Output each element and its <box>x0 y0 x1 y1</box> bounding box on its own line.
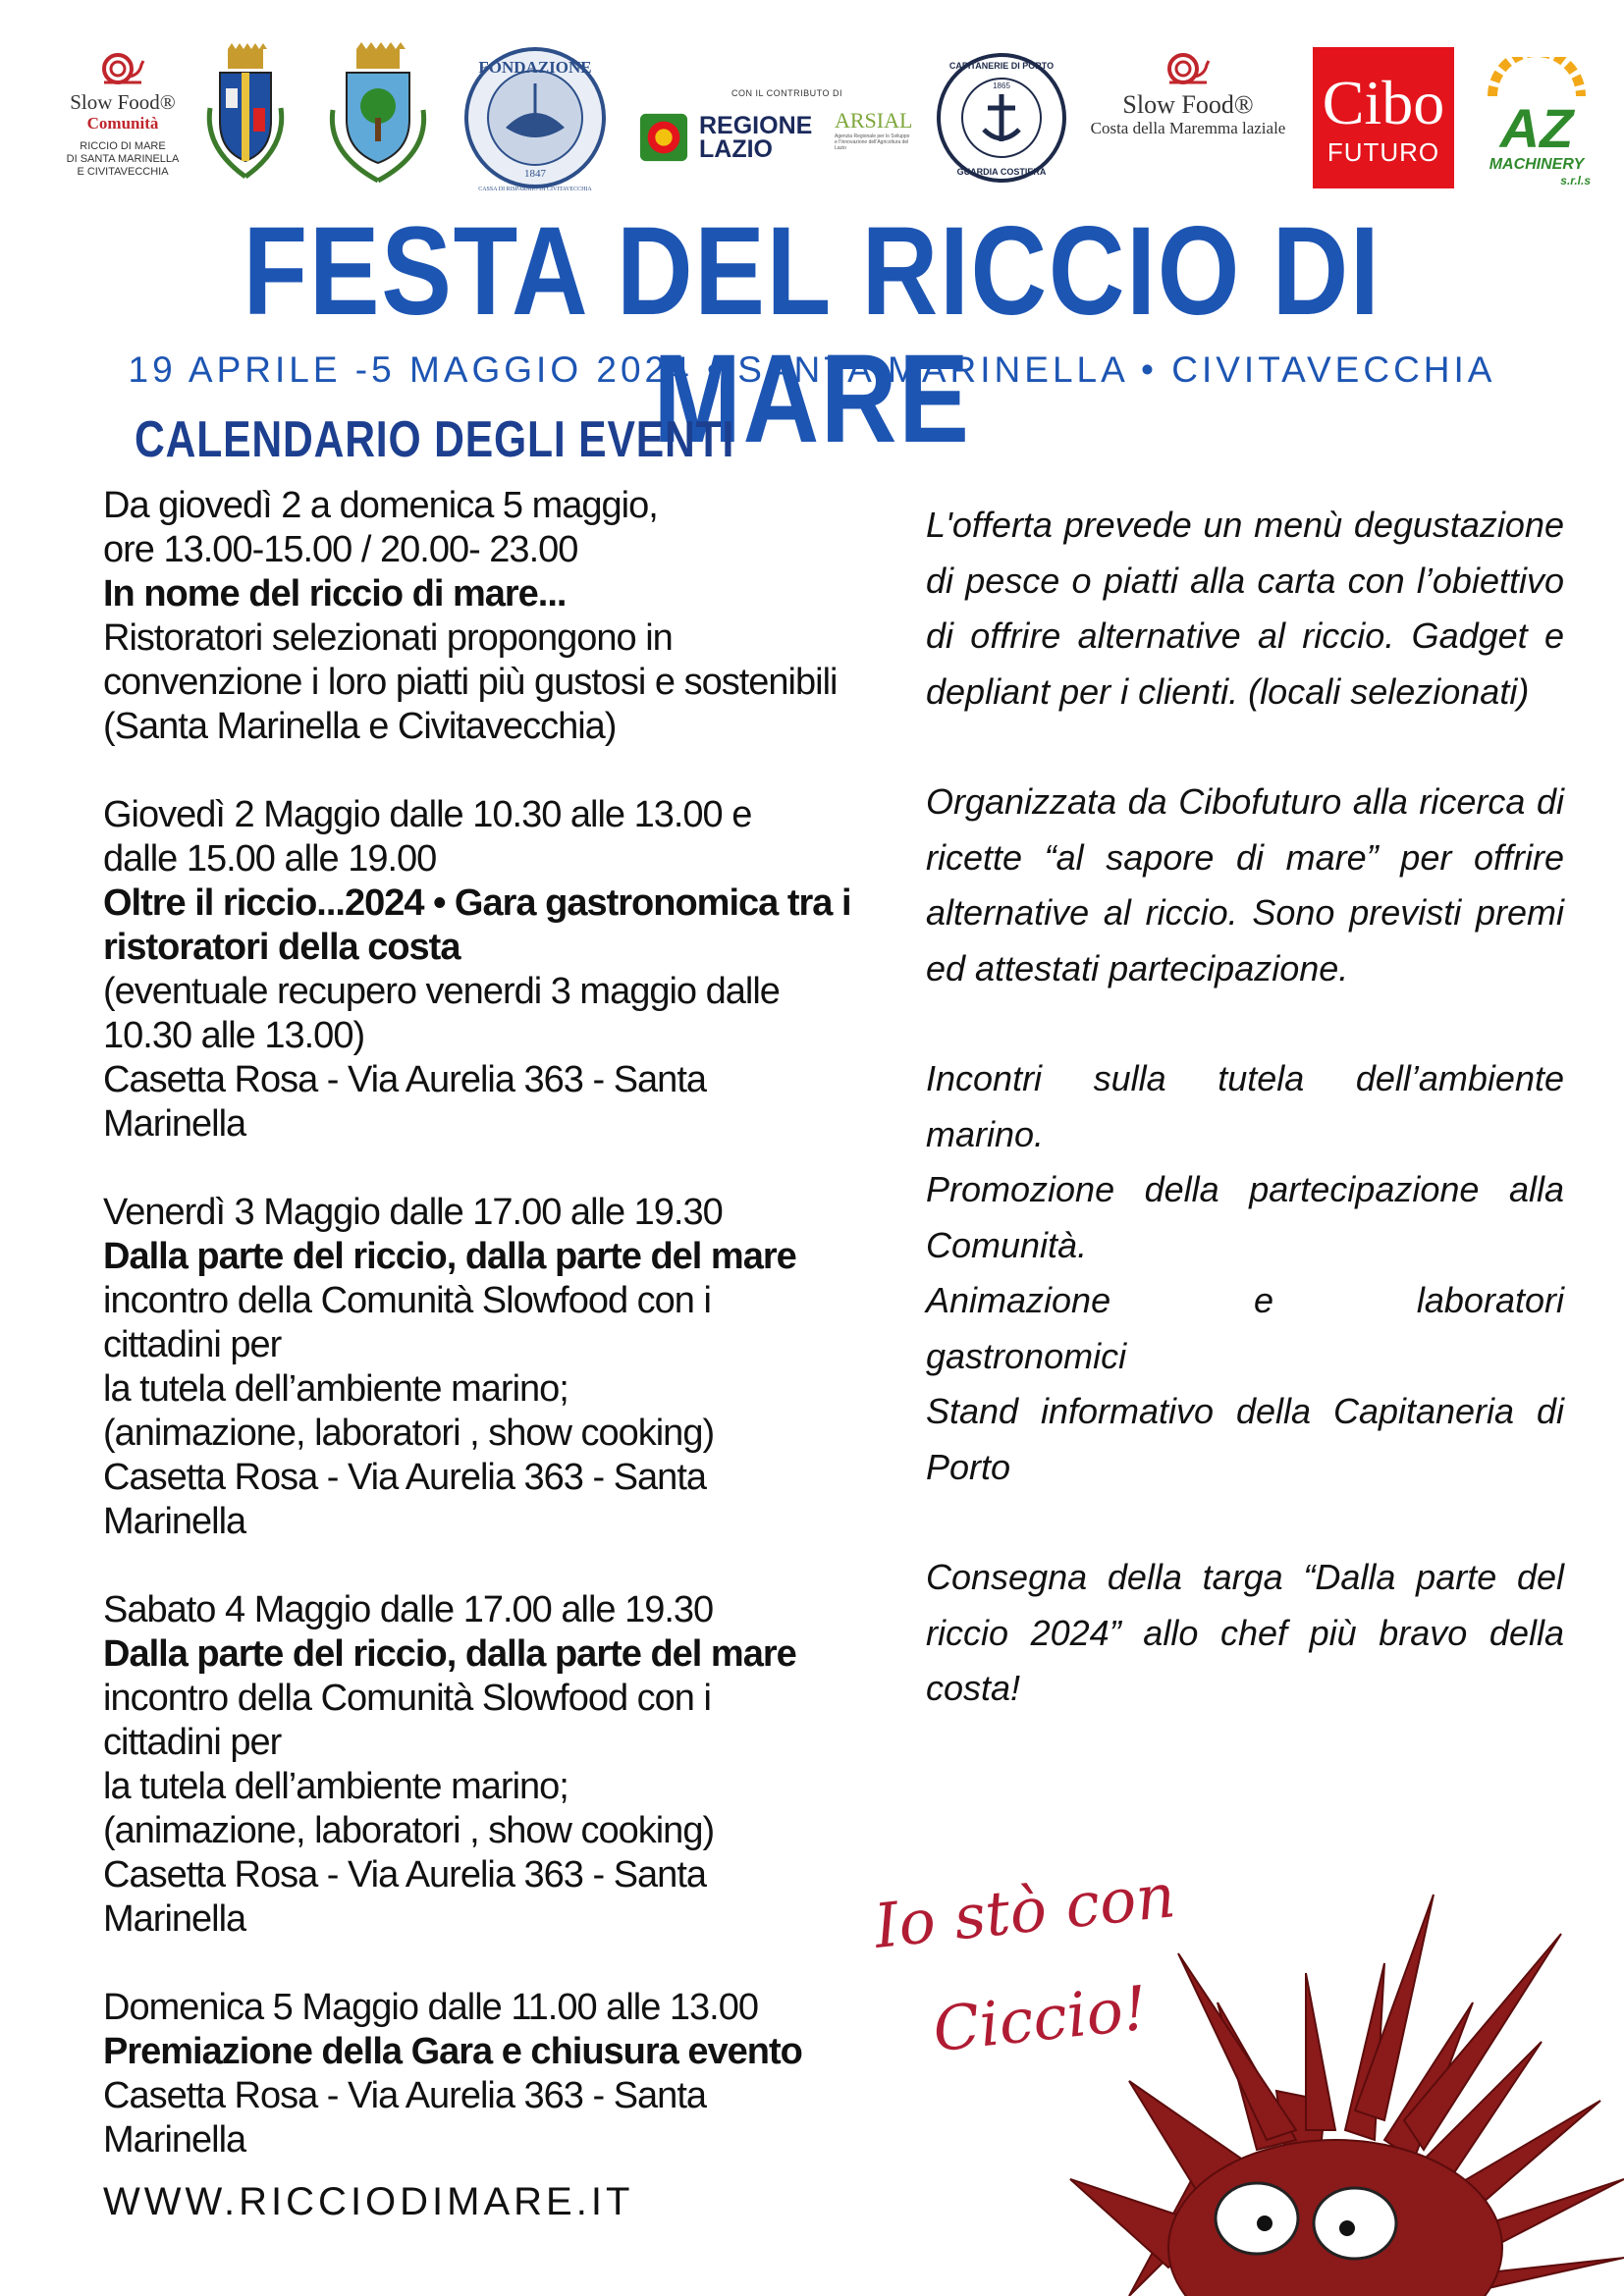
urchin-eye-right <box>1314 2188 1396 2259</box>
event-1 <box>103 484 889 749</box>
arsial-name: ARSIAL <box>835 108 913 133</box>
sponsor-logos <box>0 39 1624 206</box>
capitaneria-bottom-text: GUARDIA COSTIERA <box>956 167 1047 177</box>
event-title: In nome del riccio di mare... <box>103 573 567 614</box>
event-desc: convenzione i loro piatti più gustosi e sostenibili <box>103 662 838 703</box>
page-subtitle: 19 APRILE -5 MAGGIO 2024 • SANTA MARINELLA • CIVITAVECCHIA <box>128 349 1496 390</box>
santa-marinella-crest <box>196 39 295 206</box>
event-desc: (animazione, laboratori , show cooking) <box>103 1413 715 1454</box>
slowfood-brand: Slow Food® <box>70 90 176 114</box>
note-promozione: Promozione della partecipazione alla Comunità. <box>926 1169 1564 1265</box>
az-srls: s.r.l.s <box>1560 174 1591 187</box>
capitaneria-top-text: CAPITANERIE DI PORTO <box>948 61 1055 71</box>
az-machinery: MACHINERY <box>1489 156 1585 173</box>
regione-name-1: REGIONE <box>699 112 813 139</box>
event-date: Venerdì 3 Maggio dalle 17.00 alle 19.30 <box>103 1192 723 1233</box>
slogan-line-2: Ciccio! <box>929 1971 1152 2066</box>
fondazione-year: 1847 <box>524 168 546 180</box>
event-date: Giovedì 2 Maggio dalle 10.30 alle 13.00 e <box>103 794 752 835</box>
note-gara: Organizzata da Cibofuturo alla ricerca di ricette “al sapore di mare” per offrire alternative al riccio. Sono previsti premi ed attestati partecipazione. <box>926 781 1564 988</box>
arsial-logo <box>835 108 913 151</box>
note-stand: Stand informativo della Capitaneria di Porto <box>926 1391 1564 1487</box>
crest-icon <box>196 39 295 206</box>
event-venue: Casetta Rosa - Via Aurelia 363 - Santa <box>103 1059 707 1100</box>
event-venue: Casetta Rosa - Via Aurelia 363 - Santa <box>103 1854 707 1896</box>
event-venue: Casetta Rosa - Via Aurelia 363 - Santa <box>103 1457 707 1498</box>
event-time: dalle 15.00 alle 19.00 <box>103 838 437 880</box>
arsial-subtitle: Agenzia Regionale per lo Sviluppo e l'Innovazione dell'Agricoltura del Lazio <box>835 133 910 151</box>
event-desc: incontro della Comunità Slowfood con i <box>103 1280 711 1321</box>
slogan-line-1: Io stò con <box>871 1859 1179 1962</box>
slogan <box>871 1859 1286 2110</box>
event-desc: (eventuale recupero venerdi 3 maggio dalle <box>103 971 780 1012</box>
regione-emblem-icon <box>638 112 689 163</box>
capitaneria-year: 1865 <box>993 81 1010 90</box>
slowfood-maremma-logo <box>1080 39 1296 206</box>
fondazione-seal-icon <box>461 39 609 196</box>
slowfood-community-name <box>49 140 196 179</box>
slowfood-brand: Slow Food® <box>1122 90 1254 119</box>
fondazione-top-text: FONDAZIONE <box>478 58 592 77</box>
slowfood-line-3: E CIVITAVECCHIA <box>77 166 169 178</box>
event-desc: (Santa Marinella e Civitavecchia) <box>103 706 617 747</box>
slowfood-comunita-logo <box>49 39 196 206</box>
event-4 <box>103 1588 889 1942</box>
event-title: ristoratori della costa <box>103 927 460 968</box>
az-machinery-logo <box>1473 39 1600 206</box>
note-menu: L'offerta prevede un menù degustazione di pesce o piatti alla carta con l’obiettivo di offrire alternative al riccio. Gadget e depliant per i clienti. (locali selezionati) <box>926 505 1564 712</box>
event-desc: cittadini per <box>103 1722 282 1763</box>
snail-icon <box>96 49 149 88</box>
futuro-word: FUTURO <box>1326 137 1440 167</box>
crest-icon <box>319 39 437 206</box>
slowfood-line-2: DI SANTA MARINELLA <box>66 153 180 165</box>
note-laboratori-word: laboratori <box>1416 1280 1564 1320</box>
az-name: AZ <box>1499 97 1574 159</box>
event-desc: la tutela dell’ambiente marino; <box>103 1766 568 1807</box>
event-5 <box>103 1986 889 2163</box>
event-venue: Casetta Rosa - Via Aurelia 363 - Santa <box>103 2075 707 2116</box>
note-and-word: e <box>1253 1280 1274 1320</box>
event-venue: Marinella <box>103 1501 246 1542</box>
event-title: Dalla parte del riccio, dalla parte del mare <box>103 1633 796 1675</box>
event-notes <box>926 498 1564 1717</box>
urchin-eye-left <box>1216 2183 1298 2254</box>
event-title: Dalla parte del riccio, dalla parte del mare <box>103 1236 796 1277</box>
event-venue: Marinella <box>103 2119 246 2161</box>
slowfood-line-1: RICCIO DI MARE <box>80 140 166 152</box>
capitaneria-seal-icon <box>933 39 1070 196</box>
cibo-word: Cibo <box>1322 68 1445 137</box>
event-venue: Marinella <box>103 1103 246 1145</box>
snail-icon <box>1162 49 1215 88</box>
capitaneria-logo <box>933 39 1070 206</box>
event-desc: la tutela dell’ambiente marino; <box>103 1368 568 1410</box>
calendar-heading: CALENDARIO DEGLI EVENTI <box>135 411 735 468</box>
website-link[interactable]: WWW.RICCIODIMARE.IT <box>103 2180 634 2223</box>
event-title: Premiazione della Gara e chiusura evento <box>103 2031 802 2072</box>
regione-contributo-label: CON IL CONTRIBUTO DI <box>731 88 843 98</box>
regione-name-2: LAZIO <box>699 135 773 163</box>
event-3 <box>103 1191 889 1544</box>
civitavecchia-crest <box>319 39 437 206</box>
note-animazione <box>926 1273 1564 1329</box>
regione-lazio-logo <box>638 39 933 206</box>
event-desc: incontro della Comunità Slowfood con i <box>103 1678 711 1719</box>
fondazione-bottom-text: CASSA DI RISPARMIO DI CIVITAVECCHIA <box>478 187 592 192</box>
event-time: ore 13.00-15.00 / 20.00- 23.00 <box>103 529 578 570</box>
event-date: Da giovedì 2 a domenica 5 maggio, <box>103 485 658 526</box>
note-gastronomici: gastronomici <box>926 1335 1127 1376</box>
cibofuturo-logo <box>1313 47 1454 188</box>
note-incontri: Incontri sulla tutela dell’ambiente marino. <box>926 1058 1564 1154</box>
event-2 <box>103 793 889 1147</box>
event-desc: (animazione, laboratori , show cooking) <box>103 1810 715 1851</box>
event-date: Domenica 5 Maggio dalle 11.00 alle 13.00 <box>103 1987 758 2028</box>
note-targa: Consegna della targa “Dalla parte del riccio 2024” allo chef più bravo della costa! <box>926 1557 1564 1708</box>
event-desc: Ristoratori selezionati propongono in <box>103 617 673 659</box>
gear-icon <box>1473 57 1600 96</box>
fondazione-logo <box>461 39 609 206</box>
event-desc: cittadini per <box>103 1324 282 1365</box>
event-date: Sabato 4 Maggio dalle 17.00 alle 19.30 <box>103 1589 714 1630</box>
note-animazione-word: Animazione <box>926 1280 1111 1320</box>
slowfood-maremma-name: Costa della Maremma laziale <box>1090 119 1286 137</box>
page-title: FESTA DEL RICCIO DI MARE <box>243 201 1381 469</box>
events-list <box>103 484 889 2163</box>
regione-name <box>699 114 812 161</box>
event-venue: Marinella <box>103 1898 246 1940</box>
slowfood-comunita: Comunità <box>86 114 159 133</box>
event-desc: 10.30 alle 13.00) <box>103 1015 365 1056</box>
event-title: Oltre il riccio...2024 • Gara gastronomica tra i <box>103 882 851 924</box>
